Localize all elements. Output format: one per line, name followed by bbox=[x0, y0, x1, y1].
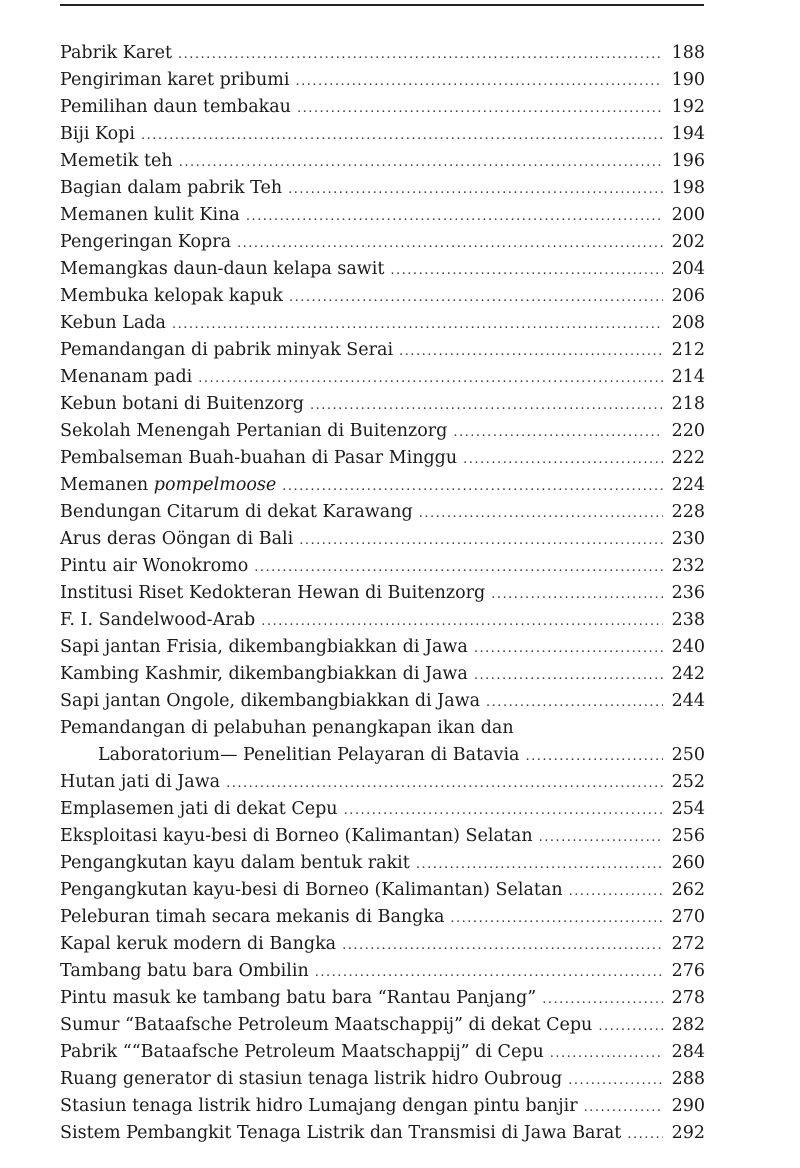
toc-entry-title: Memetik teh bbox=[60, 151, 173, 171]
toc-entry-title: Institusi Riset Kedokteran Hewan di Buitenzorg bbox=[60, 583, 486, 603]
toc-entry-page: 260 bbox=[671, 853, 705, 873]
toc-entry-page: 254 bbox=[671, 799, 705, 819]
leader-dots bbox=[179, 149, 663, 176]
toc-entry-page: 236 bbox=[671, 583, 705, 603]
toc-entry-title-continuation: Laboratorium— Penelitian Pelayaran di Batavia bbox=[98, 745, 520, 765]
toc-entry-page: 276 bbox=[671, 961, 705, 981]
toc-entry-page: 228 bbox=[671, 502, 705, 522]
toc-entry-title: Pengangkutan kayu dalam bentuk rakit bbox=[60, 853, 410, 873]
leader-dots bbox=[246, 203, 663, 230]
toc-entry-page: 194 bbox=[671, 124, 705, 144]
toc-entry-title: Memangkas daun-daun kelapa sawit bbox=[60, 259, 385, 279]
toc-entry-page: 200 bbox=[671, 205, 705, 225]
toc-entry bbox=[60, 337, 705, 364]
toc-entry-page: 290 bbox=[671, 1096, 705, 1116]
toc-entry-first-line bbox=[60, 715, 705, 742]
toc-entry-page: 196 bbox=[671, 151, 705, 171]
leader-dots bbox=[491, 581, 663, 608]
leader-dots bbox=[474, 635, 663, 662]
toc-entry-title bbox=[60, 472, 276, 499]
toc-entry-page: 270 bbox=[671, 907, 705, 927]
toc-entry bbox=[60, 607, 705, 634]
toc-entry-title: Hutan jati di Jawa bbox=[60, 772, 221, 792]
toc-entry bbox=[60, 283, 705, 310]
toc-entry-page: 238 bbox=[671, 610, 705, 630]
toc-entry-title: Ruang generator di stasiun tenaga listrik hidro Oubroug bbox=[60, 1069, 563, 1089]
toc-entry-page: 244 bbox=[671, 691, 705, 711]
toc-entry-title: Pemilihan daun tembakau bbox=[60, 97, 291, 117]
toc-entry-title: Sumur “Bataafsche Petroleum Maatschappij” di dekat Cepu bbox=[60, 1015, 593, 1035]
leader-dots bbox=[254, 554, 663, 581]
toc-entry bbox=[60, 391, 705, 418]
toc-entry-title: Pembalseman Buah-buahan di Pasar Minggu bbox=[60, 448, 458, 468]
toc-entry-title: Membuka kelopak kapuk bbox=[60, 286, 283, 306]
toc-entry-page: 208 bbox=[671, 313, 705, 333]
toc-entry-title: Sistem Pembangkit Tenaga Listrik dan Transmisi di Jawa Barat bbox=[60, 1123, 622, 1143]
toc-entry-title: Sapi jantan Frisia, dikembangbiakkan di Jawa bbox=[60, 637, 468, 657]
toc-entry bbox=[60, 310, 705, 337]
leader-dots bbox=[172, 311, 663, 338]
toc-entry-title: Tambang batu bara Ombilin bbox=[60, 961, 309, 981]
toc-entry-title: Arus deras Oöngan di Bali bbox=[60, 529, 294, 549]
leader-dots bbox=[310, 392, 663, 419]
leader-dots bbox=[569, 878, 663, 905]
toc-entry bbox=[60, 229, 705, 256]
toc-entry-page: 218 bbox=[671, 394, 705, 414]
toc-entry-title: Peleburan timah secara mekanis di Bangka bbox=[60, 907, 445, 927]
toc-entry-title: Biji Kopi bbox=[60, 124, 135, 144]
toc-entry bbox=[60, 526, 705, 553]
leader-dots bbox=[525, 743, 663, 770]
table-of-contents bbox=[60, 40, 705, 1147]
toc-entry-title: Kebun botani di Buitenzorg bbox=[60, 394, 304, 414]
leader-dots bbox=[344, 797, 663, 824]
toc-entry bbox=[60, 148, 705, 175]
leader-dots bbox=[390, 257, 663, 284]
toc-entry-title: Sapi jantan Ongole, dikembangbiakkan di Jawa bbox=[60, 691, 481, 711]
leader-dots bbox=[568, 1067, 663, 1094]
toc-entry-page: 204 bbox=[671, 259, 705, 279]
leader-dots bbox=[598, 1013, 663, 1040]
toc-entry-page: 214 bbox=[671, 367, 705, 387]
toc-entry-page: 262 bbox=[671, 880, 705, 900]
toc-entry-page: 242 bbox=[671, 664, 705, 684]
leader-dots bbox=[539, 824, 663, 851]
toc-entry bbox=[60, 445, 705, 472]
toc-entry bbox=[60, 472, 705, 499]
toc-entry bbox=[60, 688, 705, 715]
leader-dots bbox=[198, 365, 663, 392]
leader-dots bbox=[237, 230, 663, 257]
toc-entry bbox=[60, 661, 705, 688]
toc-entry bbox=[60, 40, 705, 67]
toc-entry-title: Eksploitasi kayu-besi di Borneo (Kalimantan) Selatan bbox=[60, 826, 533, 846]
toc-entry-page: 282 bbox=[671, 1015, 705, 1035]
toc-entry-title: Pintu masuk ke tambang batu bara “Rantau Panjang” bbox=[60, 988, 537, 1008]
toc-entry-page: 240 bbox=[671, 637, 705, 657]
leader-dots bbox=[226, 770, 663, 797]
toc-entry-title: Pemandangan di pabrik minyak Serai bbox=[60, 340, 394, 360]
toc-entry bbox=[60, 850, 705, 877]
toc-entry-title: Pemandangan di pelabuhan penangkapan ikan dan bbox=[60, 718, 514, 738]
leader-dots bbox=[282, 473, 663, 500]
toc-entry bbox=[60, 202, 705, 229]
toc-entry-title: Memanen kulit Kina bbox=[60, 205, 240, 225]
toc-entry-page: 222 bbox=[671, 448, 705, 468]
toc-entry-title: Menanam padi bbox=[60, 367, 193, 387]
toc-entry bbox=[60, 985, 705, 1012]
toc-entry bbox=[60, 94, 705, 121]
toc-entry-page: 230 bbox=[671, 529, 705, 549]
toc-entry-page: 256 bbox=[671, 826, 705, 846]
toc-entry bbox=[60, 580, 705, 607]
toc-entry bbox=[60, 1066, 705, 1093]
leader-dots bbox=[295, 68, 663, 95]
toc-entry-page: 220 bbox=[671, 421, 705, 441]
toc-entry-title: F. I. Sandelwood-Arab bbox=[60, 610, 256, 630]
leader-dots bbox=[342, 932, 663, 959]
toc-entry-title: Pabrik Karet bbox=[60, 43, 173, 63]
leader-dots bbox=[416, 851, 663, 878]
leader-dots bbox=[453, 419, 663, 446]
toc-entry-page: 284 bbox=[671, 1042, 705, 1062]
leader-dots bbox=[463, 446, 663, 473]
toc-entry-page: 278 bbox=[671, 988, 705, 1008]
leader-dots bbox=[419, 500, 663, 527]
leader-dots bbox=[542, 986, 663, 1013]
toc-entry-page: 288 bbox=[671, 1069, 705, 1089]
toc-entry-title-italic: pompelmoose bbox=[153, 475, 277, 495]
toc-entry bbox=[60, 769, 705, 796]
toc-entry bbox=[60, 1039, 705, 1066]
leader-dots bbox=[450, 905, 663, 932]
toc-entry-page: 272 bbox=[671, 934, 705, 954]
toc-entry bbox=[60, 634, 705, 661]
toc-entry-page: 198 bbox=[671, 178, 705, 198]
leader-dots bbox=[178, 41, 663, 68]
toc-entry-page: 250 bbox=[671, 745, 705, 765]
toc-entry bbox=[60, 931, 705, 958]
toc-entry-title: Pengangkutan kayu-besi di Borneo (Kalimantan) Selatan bbox=[60, 880, 563, 900]
toc-entry-title: Pengiriman karet pribumi bbox=[60, 70, 290, 90]
leader-dots bbox=[289, 284, 663, 311]
toc-entry bbox=[60, 1012, 705, 1039]
toc-entry bbox=[60, 904, 705, 931]
leader-dots bbox=[486, 689, 663, 716]
toc-entry-page: 190 bbox=[671, 70, 705, 90]
leader-dots bbox=[261, 608, 663, 635]
leader-dots bbox=[550, 1040, 663, 1067]
toc-entry bbox=[60, 823, 705, 850]
toc-entry-title: Pengeringan Kopra bbox=[60, 232, 232, 252]
toc-entry bbox=[60, 1120, 705, 1147]
toc-entry-title: Pintu air Wonokromo bbox=[60, 556, 249, 576]
toc-entry bbox=[60, 67, 705, 94]
toc-entry-continuation bbox=[60, 742, 705, 769]
toc-entry bbox=[60, 418, 705, 445]
top-rule bbox=[60, 4, 704, 6]
toc-entry-page: 192 bbox=[671, 97, 705, 117]
toc-entry bbox=[60, 796, 705, 823]
toc-entry bbox=[60, 958, 705, 985]
leader-dots bbox=[299, 527, 663, 554]
toc-entry-title: Stasiun tenaga listrik hidro Lumajang dengan pintu banjir bbox=[60, 1096, 578, 1116]
toc-entry bbox=[60, 499, 705, 526]
toc-entry bbox=[60, 1093, 705, 1120]
toc-entry-page: 202 bbox=[671, 232, 705, 252]
toc-entry-page: 232 bbox=[671, 556, 705, 576]
toc-entry-title: Kambing Kashmir, dikembangbiakkan di Jawa bbox=[60, 664, 468, 684]
toc-entry-page: 224 bbox=[671, 475, 705, 495]
toc-entry-title: Bagian dalam pabrik Teh bbox=[60, 178, 283, 198]
toc-entry bbox=[60, 121, 705, 148]
toc-entry-title: Kapal keruk modern di Bangka bbox=[60, 934, 337, 954]
toc-entry bbox=[60, 364, 705, 391]
leader-dots bbox=[627, 1121, 663, 1148]
leader-dots bbox=[584, 1094, 663, 1121]
toc-entry-title: Pabrik ““Bataafsche Petroleum Maatschappij” di Cepu bbox=[60, 1042, 544, 1062]
toc-entry-title: Bendungan Citarum di dekat Karawang bbox=[60, 502, 413, 522]
leader-dots bbox=[399, 338, 663, 365]
toc-entry-page: 292 bbox=[671, 1123, 705, 1143]
leader-dots bbox=[315, 959, 663, 986]
toc-entry-title-prefix: Memanen bbox=[60, 475, 154, 495]
toc-entry bbox=[60, 877, 705, 904]
toc-entry-title: Emplasemen jati di dekat Cepu bbox=[60, 799, 338, 819]
toc-entry-page: 206 bbox=[671, 286, 705, 306]
toc-entry bbox=[60, 256, 705, 283]
toc-entry-page: 252 bbox=[671, 772, 705, 792]
toc-entry-title: Sekolah Menengah Pertanian di Buitenzorg bbox=[60, 421, 448, 441]
leader-dots bbox=[474, 662, 663, 689]
toc-entry-title: Kebun Lada bbox=[60, 313, 166, 333]
leader-dots bbox=[297, 95, 663, 122]
toc-entry bbox=[60, 553, 705, 580]
toc-entry-page: 188 bbox=[671, 43, 705, 63]
leader-dots bbox=[141, 122, 663, 149]
toc-entry-page: 212 bbox=[671, 340, 705, 360]
toc-entry bbox=[60, 175, 705, 202]
leader-dots bbox=[288, 176, 663, 203]
